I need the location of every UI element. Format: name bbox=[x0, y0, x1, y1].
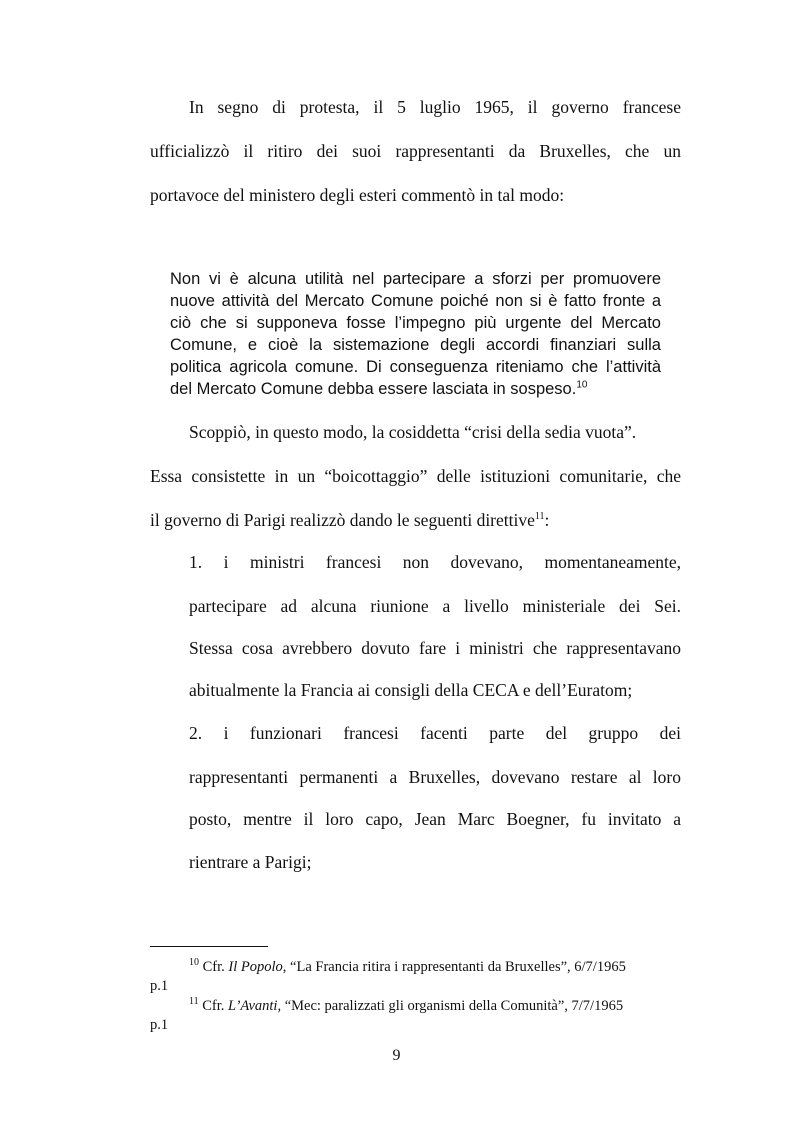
quote-line-3: ciò che si supponeva fosse l’impegno più urgente del Mercato bbox=[170, 314, 661, 332]
footnote-ref-10: 10 bbox=[576, 379, 588, 391]
paragraph-1-line-3: portavoce del ministero degli esteri commentò in tal modo: bbox=[150, 185, 565, 205]
footnote-11-source: L’Avanti bbox=[228, 998, 278, 1014]
footnote-10 bbox=[189, 958, 626, 976]
footnote-11-number: 11 bbox=[189, 996, 199, 1008]
footnote-11-prefix: Cfr. bbox=[202, 998, 225, 1014]
footnote-ref-11: 11 bbox=[534, 511, 545, 523]
footnote-10-prefix: Cfr. bbox=[202, 959, 225, 975]
paragraph-2-line-1: Scoppiò, in questo modo, la cosiddetta “crisi della sedia vuota”. bbox=[189, 422, 637, 442]
footnote-11 bbox=[189, 997, 623, 1015]
footnote-10-number: 10 bbox=[189, 957, 199, 969]
list-item-1-line-1: 1. i ministri francesi non dovevano, momentaneamente, bbox=[189, 552, 681, 572]
quote-line-5: politica agricola comune. Di conseguenza riteniamo che l’attività bbox=[170, 358, 661, 376]
footnote-11-rest: , “Mec: paralizzati gli organismi della Comunità”, 7/7/1965 bbox=[277, 998, 624, 1014]
quote-line-6-text: del Mercato Comune debba essere lasciata in sospeso. bbox=[170, 380, 577, 398]
list-item-2-line-4: rientrare a Parigi; bbox=[189, 852, 312, 872]
list-item-1-line-3: Stessa cosa avrebbero dovuto fare i ministri che rappresentavano bbox=[189, 638, 681, 658]
quote-line-6 bbox=[170, 378, 587, 400]
footnote-10-rest: , “La Francia ritira i rappresentanti da Bruxelles”, 6/7/1965 bbox=[282, 959, 626, 975]
list-item-1-line-4: abitualmente la Francia ai consigli della CECA e dell’Euratom; bbox=[189, 680, 633, 700]
page-number: 9 bbox=[392, 1047, 401, 1064]
quote-line-1: Non vi è alcuna utilità nel partecipare a sforzi per promuovere bbox=[170, 270, 661, 288]
list-item-2-line-3: posto, mentre il loro capo, Jean Marc Boegner, fu invitato a bbox=[189, 809, 681, 829]
list-item-2-line-2: rappresentanti permanenti a Bruxelles, dovevano restare al loro bbox=[189, 767, 681, 787]
paragraph-1-line-1: In segno di protesta, il 5 luglio 1965, il governo francese bbox=[189, 97, 681, 117]
list-item-2-line-1: 2. i funzionari francesi facenti parte del gruppo dei bbox=[189, 723, 681, 743]
paragraph-2-line-2: Essa consistette in un “boicottaggio” delle istituzioni comunitarie, che bbox=[150, 466, 681, 486]
paragraph-2-line-3-text: il governo di Parigi realizzò dando le seguenti direttive bbox=[150, 510, 535, 530]
paragraph-2-line-3 bbox=[150, 509, 549, 531]
footnote-10-source: Il Popolo bbox=[228, 959, 283, 975]
paragraph-1-line-2: ufficializzò il ritiro dei suoi rappresentanti da Bruxelles, che un bbox=[150, 141, 681, 161]
quote-line-4: Comune, e cioè la sistemazione degli accordi finanziari sulla bbox=[170, 336, 661, 354]
footnote-11-continuation: p.1 bbox=[150, 1017, 169, 1033]
footnote-10-continuation: p.1 bbox=[150, 978, 169, 994]
paragraph-2-colon: : bbox=[544, 510, 550, 530]
list-item-1-line-2: partecipare ad alcuna riunione a livello ministeriale dei Sei. bbox=[189, 596, 681, 616]
quote-line-2: nuove attività del Mercato Comune poiché non si è fatto fronte a bbox=[170, 292, 661, 310]
footnote-separator bbox=[150, 946, 268, 947]
